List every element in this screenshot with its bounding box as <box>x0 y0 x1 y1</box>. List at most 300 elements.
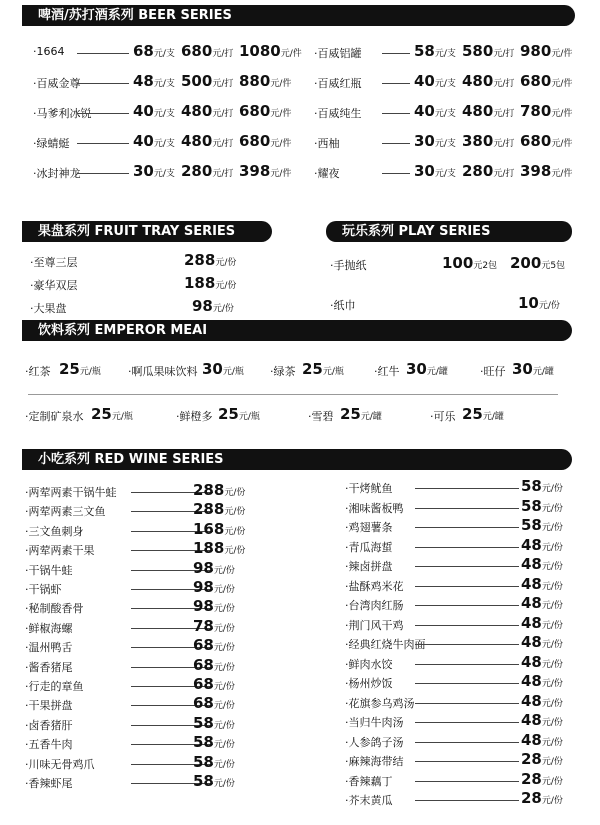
snack-price <box>193 714 235 732</box>
snack-price-value: 98 <box>193 578 214 596</box>
fruit-item <box>30 274 260 293</box>
snack-price-unit: 元/份 <box>541 543 563 553</box>
snack-price <box>521 731 563 749</box>
leader-line <box>77 173 129 174</box>
snack-price-unit: 元/份 <box>224 507 246 517</box>
beer-price-each-unit: 元/支 <box>434 109 456 119</box>
beer-price-each-unit: 元/支 <box>153 169 175 179</box>
beer-price-dozen-value: 680 <box>181 42 213 60</box>
beer-item-name: ·西柚 <box>314 137 340 150</box>
fruit-section-header: 果盘系列 FRUIT TRAY SERIES <box>22 221 272 242</box>
beer-item-name: ·耀夜 <box>314 167 340 180</box>
snack-item-name: ·香辣虾尾 <box>25 777 73 790</box>
snack-price-value: 168 <box>193 520 225 538</box>
snack-price-value: 28 <box>521 789 542 807</box>
drink-price <box>462 405 504 423</box>
snack-price-unit: 元/份 <box>541 679 563 689</box>
beer-item-name: ·1664 <box>33 45 65 58</box>
leader-line <box>77 53 129 54</box>
snack-price <box>193 636 235 654</box>
beer-price-case <box>520 162 572 180</box>
snack-price-value: 58 <box>193 714 214 732</box>
snack-item-name: ·卤香猪肝 <box>25 719 73 732</box>
snack-price <box>193 753 235 771</box>
snack-price-unit: 元/份 <box>213 701 235 711</box>
drink-price <box>59 360 101 378</box>
snack-price-value: 68 <box>193 694 214 712</box>
snack-item <box>345 536 585 555</box>
beer-item-name: ·绿蜻蜓 <box>33 137 70 150</box>
snack-item-name: ·青瓜海蜇 <box>345 541 393 554</box>
leader-line <box>382 113 410 114</box>
beer-price-dozen <box>181 102 233 120</box>
snack-item-name: ·干锅牛蛙 <box>25 564 73 577</box>
drink-item <box>128 360 244 379</box>
snack-price-value: 48 <box>521 555 542 573</box>
beer-price-each <box>133 132 175 150</box>
drink-price <box>302 360 344 378</box>
snack-price <box>521 750 563 768</box>
snack-price-value: 48 <box>521 711 542 729</box>
snack-price-value: 58 <box>193 772 214 790</box>
drink-price-unit: 元/罐 <box>532 367 554 377</box>
leader-line <box>77 113 129 114</box>
snack-price-unit: 元/份 <box>224 527 246 537</box>
snack-price <box>193 656 235 674</box>
drinks-section-header: 饮料系列 EMPEROR MEAI <box>22 320 572 341</box>
snack-item <box>345 672 585 691</box>
beer-price-each <box>133 42 175 60</box>
leader-line <box>415 683 519 684</box>
beer-price-case <box>239 162 291 180</box>
snack-item-name: ·两荤两素干锅牛蛙 <box>25 486 117 499</box>
drink-price <box>218 405 260 423</box>
beer-price-dozen-value: 480 <box>181 102 213 120</box>
snack-price <box>193 597 235 615</box>
drink-price-value: 30 <box>202 360 223 378</box>
fruit-price <box>192 297 234 315</box>
beer-item <box>33 42 302 61</box>
beer-item <box>314 42 574 61</box>
snack-item-name: ·花旗参乌鸡汤 <box>345 697 415 710</box>
leader-line <box>415 761 519 762</box>
snack-price-unit: 元/份 <box>213 604 235 614</box>
snack-item <box>345 711 585 730</box>
snack-price-unit: 元/份 <box>541 562 563 572</box>
drink-price-unit: 元/罐 <box>360 412 382 422</box>
play-price-2pack <box>442 254 497 272</box>
snack-price-unit: 元/份 <box>224 488 246 498</box>
beer-item-name: ·冰封神龙 <box>33 167 81 180</box>
beer-price-case-value: 1080 <box>239 42 281 60</box>
drink-item <box>430 405 560 424</box>
beer-price-dozen <box>181 42 233 60</box>
snack-price-unit: 元/份 <box>213 779 235 789</box>
beer-price-case <box>520 102 572 120</box>
beer-item <box>314 102 574 121</box>
snack-price-unit: 元/份 <box>213 740 235 750</box>
drink-price-value: 25 <box>462 405 483 423</box>
drink-price-value: 25 <box>59 360 80 378</box>
beer-price-dozen-value: 480 <box>181 132 213 150</box>
snack-item <box>345 633 585 652</box>
snack-item-name: ·荆门风干鸡 <box>345 619 404 632</box>
snack-price-value: 58 <box>521 497 542 515</box>
drink-price-unit: 元/瓶 <box>111 412 133 422</box>
snack-item <box>25 559 265 578</box>
snack-item <box>345 789 585 808</box>
beer-price-each-value: 40 <box>414 72 435 90</box>
snack-price-value: 58 <box>193 733 214 751</box>
beer-item-name: ·马爹利冰锐 <box>33 107 92 120</box>
snack-price-unit: 元/份 <box>213 682 235 692</box>
beer-price-each <box>414 102 456 120</box>
snack-price-unit: 元/份 <box>213 721 235 731</box>
snack-price-unit: 元/份 <box>213 760 235 770</box>
snack-item-name: ·香辣藕丁 <box>345 775 393 788</box>
snack-price <box>193 772 235 790</box>
beer-price-dozen-unit: 元/打 <box>212 49 234 59</box>
snack-price <box>521 711 563 729</box>
leader-line <box>382 173 410 174</box>
fruit-price-unit: 元/份 <box>212 304 234 314</box>
beer-price-dozen <box>181 162 233 180</box>
beer-price-dozen-unit: 元/打 <box>493 109 515 119</box>
snack-price <box>521 633 563 651</box>
snack-price <box>521 789 563 807</box>
drink-price-value: 30 <box>512 360 533 378</box>
drink-item-name: ·啊瓜果味饮料 <box>128 365 198 378</box>
beer-price-dozen-value: 280 <box>181 162 213 180</box>
snack-price <box>521 692 563 710</box>
beer-price-each-value: 68 <box>133 42 154 60</box>
drink-item <box>374 360 484 379</box>
snack-price <box>521 555 563 573</box>
snack-price-value: 68 <box>193 636 214 654</box>
snack-item-name: ·五香牛肉 <box>25 738 73 751</box>
snack-item <box>25 578 265 597</box>
beer-price-case-unit: 元/件 <box>551 109 573 119</box>
beer-item <box>314 132 574 151</box>
beer-price-dozen-unit: 元/打 <box>493 169 515 179</box>
drink-item <box>25 405 155 424</box>
leader-line <box>77 83 129 84</box>
leader-line <box>415 742 519 743</box>
snack-price-value: 28 <box>521 750 542 768</box>
leader-line <box>415 547 519 548</box>
drink-item-name: ·旺仔 <box>480 365 506 378</box>
drink-item-name: ·可乐 <box>430 410 456 423</box>
snack-price <box>193 578 235 596</box>
beer-item <box>33 72 293 91</box>
snack-price-unit: 元/份 <box>213 585 235 595</box>
beer-item-name: ·百威铝罐 <box>314 47 362 60</box>
snack-price <box>521 614 563 632</box>
drink-price <box>340 405 382 423</box>
leader-line <box>415 605 519 606</box>
fruit-price <box>184 251 236 269</box>
snack-price <box>193 481 245 499</box>
snack-price <box>521 653 563 671</box>
drink-price-unit: 元/瓶 <box>222 367 244 377</box>
drink-price <box>202 360 244 378</box>
snack-item <box>345 477 585 496</box>
beer-price-case <box>239 102 291 120</box>
snack-item-name: ·杨州炒饭 <box>345 677 393 690</box>
snack-item-name: ·麻辣海带结 <box>345 755 404 768</box>
beer-price-dozen-unit: 元/打 <box>212 169 234 179</box>
fruit-item <box>30 251 260 270</box>
beer-price-each <box>133 72 175 90</box>
drink-price-value: 30 <box>406 360 427 378</box>
beer-price-each <box>414 162 456 180</box>
snack-price <box>193 539 245 557</box>
snack-price-unit: 元/份 <box>541 523 563 533</box>
beer-price-each-unit: 元/支 <box>434 139 456 149</box>
snack-price-unit: 元/份 <box>541 796 563 806</box>
beer-price-each-value: 40 <box>414 102 435 120</box>
beer-price-case-value: 680 <box>239 132 271 150</box>
snack-price <box>521 497 563 515</box>
snack-price <box>193 500 245 518</box>
snack-price-value: 188 <box>193 539 225 557</box>
leader-line <box>415 586 519 587</box>
beer-price-each-value: 30 <box>133 162 154 180</box>
snack-item <box>345 750 585 769</box>
snack-price-unit: 元/份 <box>541 621 563 631</box>
play-price-5pack <box>510 254 565 272</box>
snack-price-unit: 元/份 <box>541 699 563 709</box>
drinks-divider <box>28 394 558 395</box>
snack-price-unit: 元/份 <box>541 601 563 611</box>
snack-item <box>345 731 585 750</box>
drink-price-unit: 元/瓶 <box>79 367 101 377</box>
beer-price-dozen-unit: 元/打 <box>212 139 234 149</box>
snack-price-unit: 元/份 <box>541 582 563 592</box>
fruit-price-value: 98 <box>192 297 213 315</box>
beer-item <box>33 132 293 151</box>
beer-price-dozen-value: 500 <box>181 72 213 90</box>
beer-price-case-value: 680 <box>520 132 552 150</box>
snack-price-value: 58 <box>521 477 542 495</box>
snack-item <box>25 733 265 752</box>
snack-price <box>193 694 235 712</box>
fruit-price-value: 188 <box>184 274 216 292</box>
snack-price-value: 48 <box>521 731 542 749</box>
drink-item <box>176 405 306 424</box>
snack-item-name: ·芥末黄瓜 <box>345 794 393 807</box>
snack-price-value: 78 <box>193 617 214 635</box>
drink-item <box>308 405 438 424</box>
beer-price-case-value: 780 <box>520 102 552 120</box>
beer-price-case <box>239 42 302 60</box>
drink-price <box>512 360 554 378</box>
snack-price <box>193 520 245 538</box>
snack-item <box>345 555 585 574</box>
snack-item-name: ·两荤两素三文鱼 <box>25 505 106 518</box>
beer-item-name: ·百威红瓶 <box>314 77 362 90</box>
beer-price-case-unit: 元/件 <box>551 79 573 89</box>
beer-price-each-unit: 元/支 <box>153 79 175 89</box>
beer-price-case-value: 880 <box>239 72 271 90</box>
drink-item-name: ·定制矿泉水 <box>25 410 84 423</box>
snack-price <box>521 477 563 495</box>
beer-price-case <box>520 72 572 90</box>
snack-item <box>25 636 265 655</box>
beer-price-dozen-unit: 元/打 <box>493 139 515 149</box>
beer-price-case-unit: 元/件 <box>280 49 302 59</box>
beer-price-dozen <box>462 132 514 150</box>
snack-item-name: ·经典红烧牛肉面 <box>345 638 426 651</box>
beer-price-dozen-unit: 元/打 <box>212 79 234 89</box>
snack-price <box>521 516 563 534</box>
beer-item <box>33 102 293 121</box>
drink-price <box>91 405 133 423</box>
snack-item-name: ·干烤鱿鱼 <box>345 482 393 495</box>
drink-price-unit: 元/瓶 <box>322 367 344 377</box>
beer-price-case-unit: 元/件 <box>270 79 292 89</box>
snack-item-name: ·干锅虾 <box>25 583 62 596</box>
snack-price-unit: 元/份 <box>541 777 563 787</box>
snack-price-value: 98 <box>193 597 214 615</box>
leader-line <box>415 644 519 645</box>
snack-item-name: ·湘味酱板鸭 <box>345 502 404 515</box>
beer-price-case-unit: 元/件 <box>270 109 292 119</box>
snack-price-unit: 元/份 <box>213 566 235 576</box>
beer-price-each-value: 40 <box>133 132 154 150</box>
fruit-price-unit: 元/份 <box>215 258 237 268</box>
fruit-price-unit: 元/份 <box>215 281 237 291</box>
beer-price-dozen-value: 580 <box>462 42 494 60</box>
snack-item <box>345 770 585 789</box>
snack-item <box>345 653 585 672</box>
snack-item <box>345 692 585 711</box>
snack-price-unit: 元/份 <box>213 624 235 634</box>
snack-item-name: ·人参鸽子汤 <box>345 736 404 749</box>
snack-item-name: ·鲜肉水饺 <box>345 658 393 671</box>
beer-price-dozen <box>462 42 514 60</box>
drink-item-name: ·鲜橙多 <box>176 410 213 423</box>
snack-price-value: 48 <box>521 594 542 612</box>
beer-price-case-value: 980 <box>520 42 552 60</box>
beer-price-each-value: 30 <box>414 132 435 150</box>
beer-price-case-unit: 元/件 <box>551 169 573 179</box>
drink-item <box>480 360 590 379</box>
snack-item-name: ·干果拼盘 <box>25 699 73 712</box>
beer-price-dozen-unit: 元/打 <box>493 79 515 89</box>
beer-price-each <box>133 162 175 180</box>
snack-item <box>25 753 265 772</box>
snack-item-name: ·温州鸭舌 <box>25 641 73 654</box>
snack-item-name: ·鸡翅薯条 <box>345 521 393 534</box>
beer-price-each-unit: 元/支 <box>153 49 175 59</box>
snack-price-unit: 元/份 <box>541 738 563 748</box>
leader-line <box>415 703 519 704</box>
snack-item <box>345 497 585 516</box>
snack-price-unit: 元/份 <box>213 643 235 653</box>
leader-line <box>382 83 410 84</box>
snack-item-name: ·行走的章鱼 <box>25 680 84 693</box>
snack-item <box>345 614 585 633</box>
leader-line <box>415 722 519 723</box>
beer-price-each-unit: 元/支 <box>434 169 456 179</box>
snack-item-name: ·辣卤拼盘 <box>345 560 393 573</box>
beer-item <box>33 162 293 181</box>
beer-price-case-value: 398 <box>520 162 552 180</box>
beer-price-case <box>520 42 572 60</box>
play-item <box>330 294 570 313</box>
drink-price-unit: 元/罐 <box>482 412 504 422</box>
leader-line <box>415 800 519 801</box>
snack-price-value: 68 <box>193 656 214 674</box>
drink-price-unit: 元/瓶 <box>238 412 260 422</box>
drink-price-value: 25 <box>302 360 323 378</box>
snack-price-unit: 元/份 <box>541 718 563 728</box>
play-item-name: ·纸巾 <box>330 299 356 312</box>
snack-price-value: 48 <box>521 633 542 651</box>
beer-price-case <box>520 132 572 150</box>
play-price-5pack-value: 200 <box>510 254 542 272</box>
snack-item <box>25 675 265 694</box>
snack-item-name: ·秘制酸香骨 <box>25 602 84 615</box>
play-item <box>330 254 570 273</box>
snack-item <box>25 597 265 616</box>
snack-price <box>521 536 563 554</box>
drink-item-name: ·红茶 <box>25 365 51 378</box>
drink-item-name: ·绿茶 <box>270 365 296 378</box>
snack-item <box>345 594 585 613</box>
snack-item <box>25 520 265 539</box>
snack-price <box>193 617 235 635</box>
snack-price-value: 98 <box>193 559 214 577</box>
beer-price-case <box>239 72 291 90</box>
leader-line <box>382 53 410 54</box>
play-price-2pack-unit: 元2包 <box>473 261 498 271</box>
beer-price-dozen-value: 480 <box>462 72 494 90</box>
drink-price-value: 25 <box>340 405 361 423</box>
beer-price-each-unit: 元/支 <box>153 139 175 149</box>
snack-price <box>521 575 563 593</box>
leader-line <box>415 781 519 782</box>
snack-price-value: 28 <box>521 770 542 788</box>
snack-price-value: 58 <box>193 753 214 771</box>
snack-item <box>25 617 265 636</box>
beer-price-case-unit: 元/件 <box>551 49 573 59</box>
leader-line <box>415 566 519 567</box>
beer-price-each-unit: 元/支 <box>153 109 175 119</box>
beer-price-case-unit: 元/件 <box>270 139 292 149</box>
snack-price-value: 48 <box>521 614 542 632</box>
leader-line <box>415 625 519 626</box>
snack-item <box>345 575 585 594</box>
snack-item <box>25 714 265 733</box>
beer-price-dozen-unit: 元/打 <box>212 109 234 119</box>
beer-price-case-unit: 元/件 <box>270 169 292 179</box>
snack-item-name: ·三文鱼刺身 <box>25 525 84 538</box>
snack-item <box>25 694 265 713</box>
drink-item <box>270 360 380 379</box>
beer-section-header: 啤酒/苏打酒系列 BEER SERIES <box>22 5 575 26</box>
beer-price-dozen-value: 280 <box>462 162 494 180</box>
snack-price <box>521 594 563 612</box>
snack-price-value: 48 <box>521 692 542 710</box>
snack-price-value: 58 <box>521 516 542 534</box>
snack-item-name: ·酱香猪尾 <box>25 661 73 674</box>
drink-item-name: ·雪碧 <box>308 410 334 423</box>
snack-price-value: 48 <box>521 536 542 554</box>
snack-item <box>25 481 265 500</box>
play-item-name: ·手抛纸 <box>330 259 367 272</box>
